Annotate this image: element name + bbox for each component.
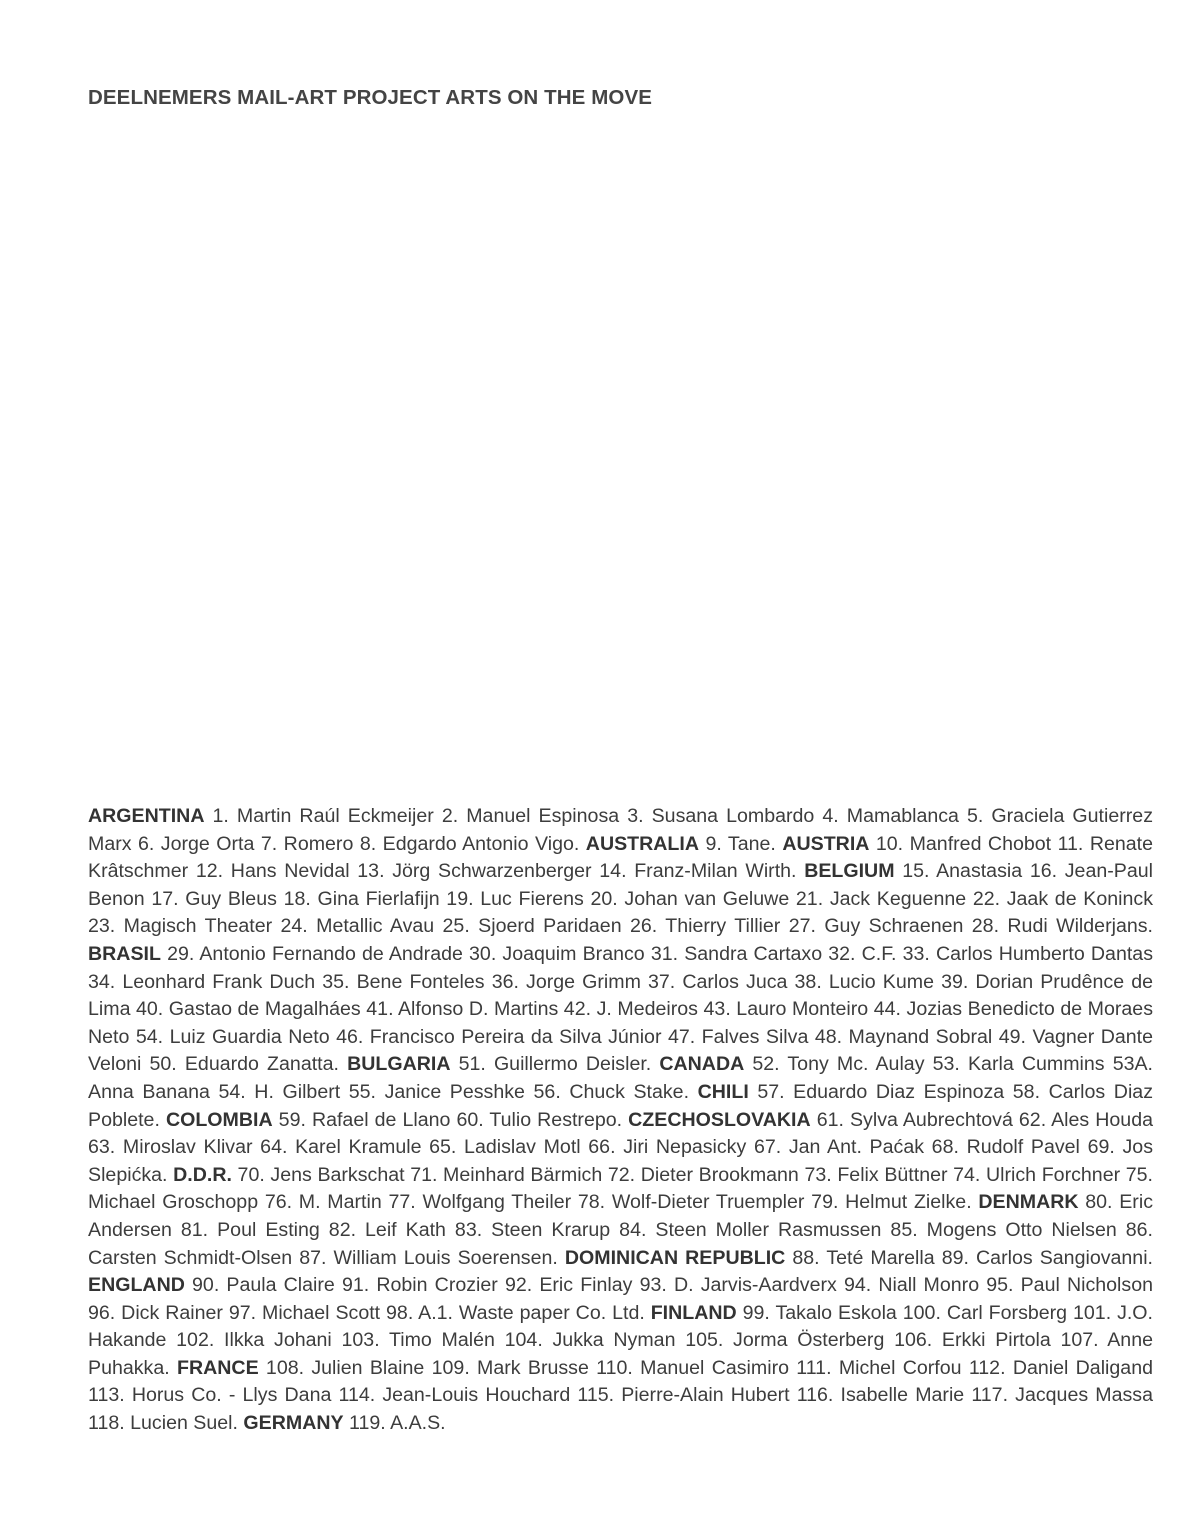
participant-entries: 52. Tony Mc. Aulay 53. Karla Cummins 53A. Anna Banana 54. H. Gilbert 55. Janice Pesshke 56. Chuck Stake. [88,1053,1153,1103]
participant-entries: 9. Tane. [699,832,783,855]
country-name: BULGARIA [347,1053,451,1076]
country-name: ENGLAND [88,1274,185,1297]
participant-entries: 90. Paula Claire 91. Robin Crozier 92. Eric Finlay 93. D. Jarvis-Aardverx 94. Niall Monro 95. Paul Nicholson 96. Dick Rainer 97. Michael Scott 98. A.1. Waste paper Co. Ltd. [88,1274,1153,1324]
country-name: AUSTRALIA [585,832,699,855]
country-name: COLOMBIA [165,1108,273,1131]
participants-list [88,803,1153,1438]
participant-entries: 80. Eric Andersen 81. Poul Esting 82. Leif Kath 83. Steen Krarup 84. Steen Moller Rasmussen 85. Mogens Otto Nielsen 86. Carsten Schmidt-Olsen 87. William Louis Soerensen. [88,1191,1153,1269]
page-title: DEELNEMERS MAIL-ART PROJECT ARTS ON THE MOVE [88,86,652,109]
participant-entries: 10. Manfred Chobot 11. Renate Krâtschmer 12. Hans Nevidal 13. Jörg Schwarzenberger 14. Franz-Milan Wirth. [88,832,1154,883]
participant-entries: 99. Takalo Eskola 100. Carl Forsberg 101. J.O. Hakande 102. Ilkka Johani 103. Timo Malén 104. Jukka Nyman 105. Jorma Österberg 106. Erkki Pirtola 107. Anne Puhakka. [88,1301,1153,1379]
country-name: D.D.R. [173,1163,232,1186]
participant-entries: 59. Rafael de Llano 60. Tulio Restrepo. [272,1108,629,1131]
participant-entries: 57. Eduardo Diaz Espinoza 58. Carlos Diaz Poblete. [88,1080,1154,1131]
participant-entries: 1. Martin Raúl Eckmeijer 2. Manuel Espinosa 3. Susana Lombardo 4. Mamablanca 5. Graciela Gutierrez Marx 6. Jorge Orta 7. Romero 8. Edgardo Antonio Vigo. [88,805,1153,855]
participant-entries: 29. Antonio Fernando de Andrade 30. Joaquim Branco 31. Sandra Cartaxo 32. C.F. 33. Carlos Humberto Dantas 34. Leonhard Frank Duch 35. Bene Fonteles 36. Jorge Grimm 37. Carlos Juca 38. Lucio Kume 39. Dorian Prudênce de Lima 40. Gastao de Magalháes 41. Alfonso D. Martins 42. J. Medeiros 43. Lauro Monteiro 44. Jozias Benedicto de Moraes Neto 54. Luiz Guardia Neto 46. Francisco Pereira da Silva Júnior 47. Falves Silva 48. Maynand Sobral 49. Vagner Dante Veloni 50. Eduardo Zanatta. [88,942,1153,1076]
participant-entries: 119. A.A.S. [343,1412,446,1435]
participant-entries: 51. Guillermo Deisler. [450,1053,660,1076]
country-name: CZECHOSLOVAKIA [628,1108,811,1131]
country-name: GERMANY [243,1412,344,1435]
country-name: ARGENTINA [88,805,205,827]
participant-entries: 15. Anastasia 16. Jean-Paul Benon 17. Guy Bleus 18. Gina Fierlafijn 19. Luc Fierens 20. Johan van Geluwe 21. Jack Keguenne 22. Jaak de Koninck 23. Magisch Theater 24. Metallic Avau 25. Sjoerd Paridaen 26. Thierry Tillier 27. Guy Schraenen 28. Rudi Wilderjans. [88,860,1153,938]
participant-entries: 108. Julien Blaine 109. Mark Brusse 110. Manuel Casimiro 111. Michel Corfou 112. Daniel Daligand 113. Horus Co. - Llys Dana 114. Jean-Louis Houchard 115. Pierre-Alain Hubert 116. Isabelle Marie 117. Jacques Massa 118. Lucien Suel. [88,1356,1154,1435]
participant-entries: 88. Teté Marella 89. Carlos Sangiovanni. [785,1246,1153,1269]
participant-entries: 70. Jens Barkschat 71. Meinhard Bärmich 72. Dieter Brookmann 73. Felix Büttner 74. Ulrich Forchner 75. Michael Groschopp 76. M. Martin 77. Wolfgang Theiler 78. Wolf-Dieter Truempler 79. Helmut Zielke. [88,1163,1153,1214]
country-name: FINLAND [650,1301,737,1324]
country-name: FRANCE [177,1356,259,1379]
participant-entries: 61. Sylva Aubrechtová 62. Ales Houda 63. Miroslav Klivar 64. Karel Kramule 65. Ladislav Motl 66. Jiri Nepasicky 67. Jan Ant. Paćak 68. Rudolf Pavel 69. Jos Slepićka. [88,1108,1153,1186]
country-name: AUSTRIA [782,832,870,855]
country-name: DOMINICAN REPUBLIC [564,1246,786,1269]
country-name: DENMARK [978,1191,1079,1214]
country-name: CHILI [697,1080,749,1103]
country-name: BELGIUM [804,860,895,883]
country-name: CANADA [659,1053,745,1076]
country-name: BRASIL [88,942,161,965]
